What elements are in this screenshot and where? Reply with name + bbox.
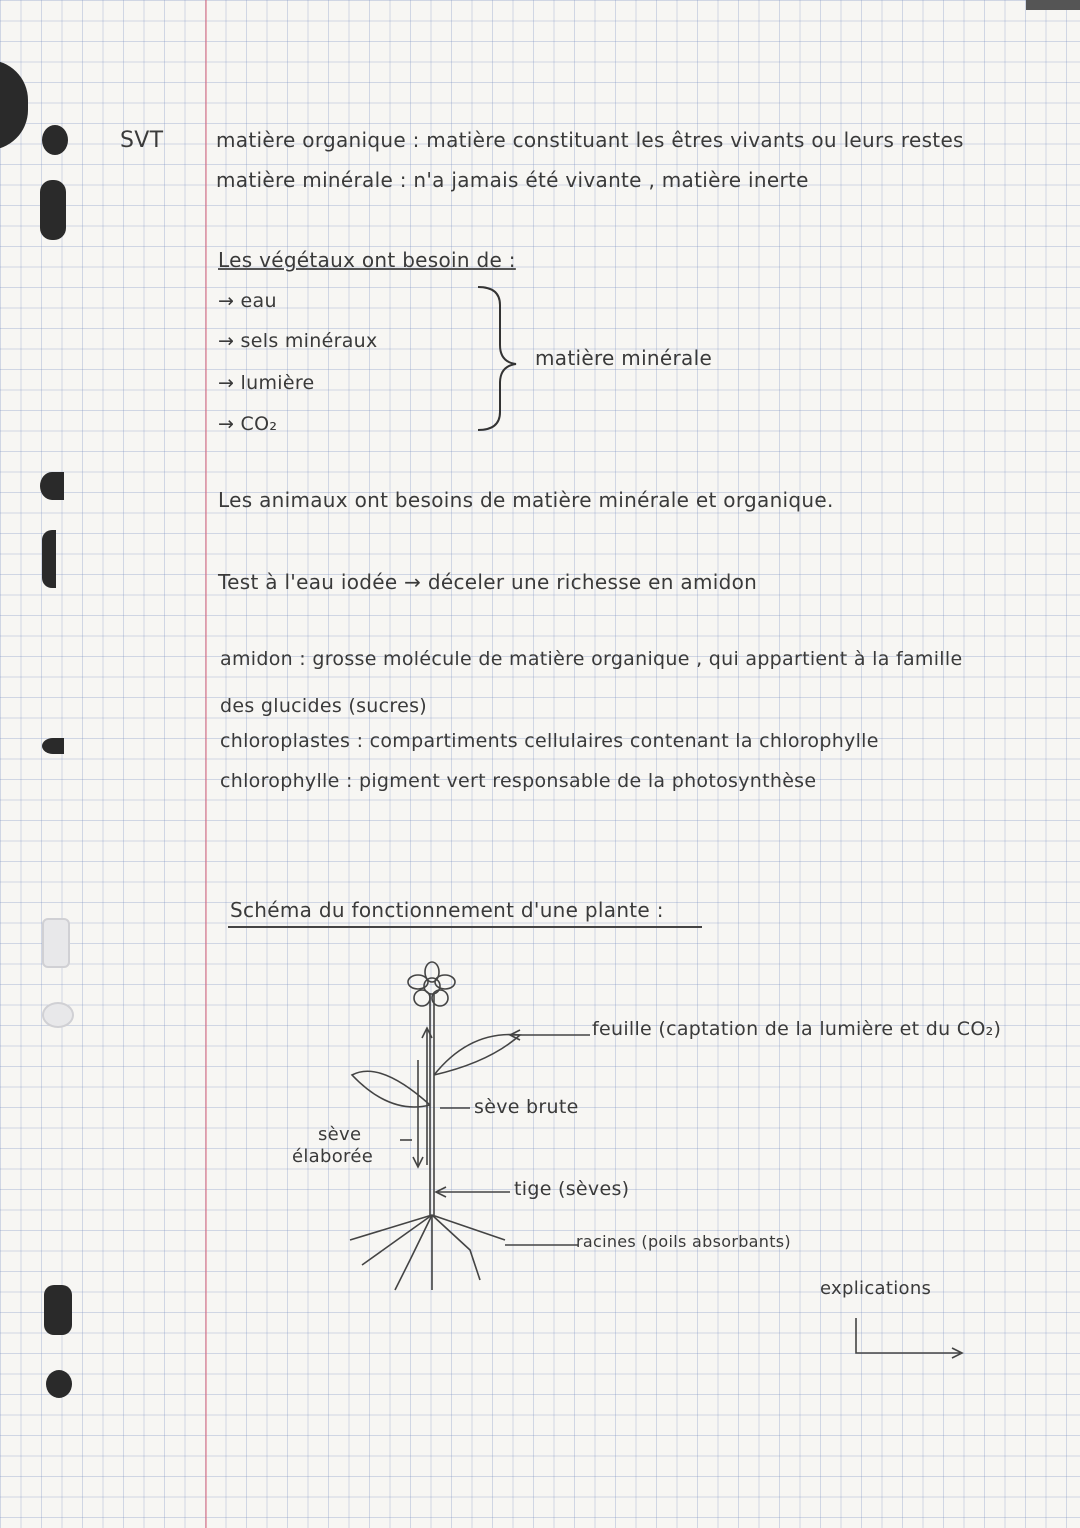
iodine-test: Test à l'eau iodée → déceler une richesse en amidon — [218, 570, 758, 594]
subject-title: SVT — [120, 128, 164, 153]
animals-needs: Les animaux ont besoins de matière minérale et organique. — [218, 488, 834, 512]
need-item: → eau — [218, 290, 277, 312]
need-item: → sels minéraux — [218, 330, 378, 352]
definition-organic: matière organique : matière constituant les êtres vivants ou leurs restes — [216, 128, 964, 152]
stem-label: tige (sèves) — [514, 1178, 630, 1200]
definition-starch: amidon : grosse molécule de matière organique , qui appartient à la famille — [220, 648, 963, 670]
definition-mineral: matière minérale : n'a jamais été vivante , matière inerte — [216, 168, 809, 192]
leaf-label: feuille (captation de la lumière et du CO₂) — [592, 1018, 1002, 1040]
definition-chlorophyll: chlorophylle : pigment vert responsable de la photosynthèse — [220, 770, 817, 792]
explanations-label: explications — [820, 1278, 932, 1299]
raw-sap-label: sève brute — [474, 1096, 579, 1118]
need-item: → CO₂ — [218, 413, 278, 435]
definition-chloroplasts: chloroplastes : compartiments cellulaires contenant la chlorophylle — [220, 730, 879, 752]
need-item: → lumière — [218, 372, 315, 394]
elaborated-sap-label-cont: élaborée — [292, 1146, 374, 1167]
schema-title: Schéma du fonctionnement d'une plante : — [230, 898, 664, 922]
roots-label: racines (poils absorbants) — [576, 1232, 791, 1251]
mineral-matter-label: matière minérale — [535, 346, 713, 370]
vegetal-needs-heading: Les végétaux ont besoin de : — [218, 248, 516, 272]
elaborated-sap-label: sève — [318, 1124, 362, 1145]
definition-starch-cont: des glucides (sucres) — [220, 695, 427, 717]
